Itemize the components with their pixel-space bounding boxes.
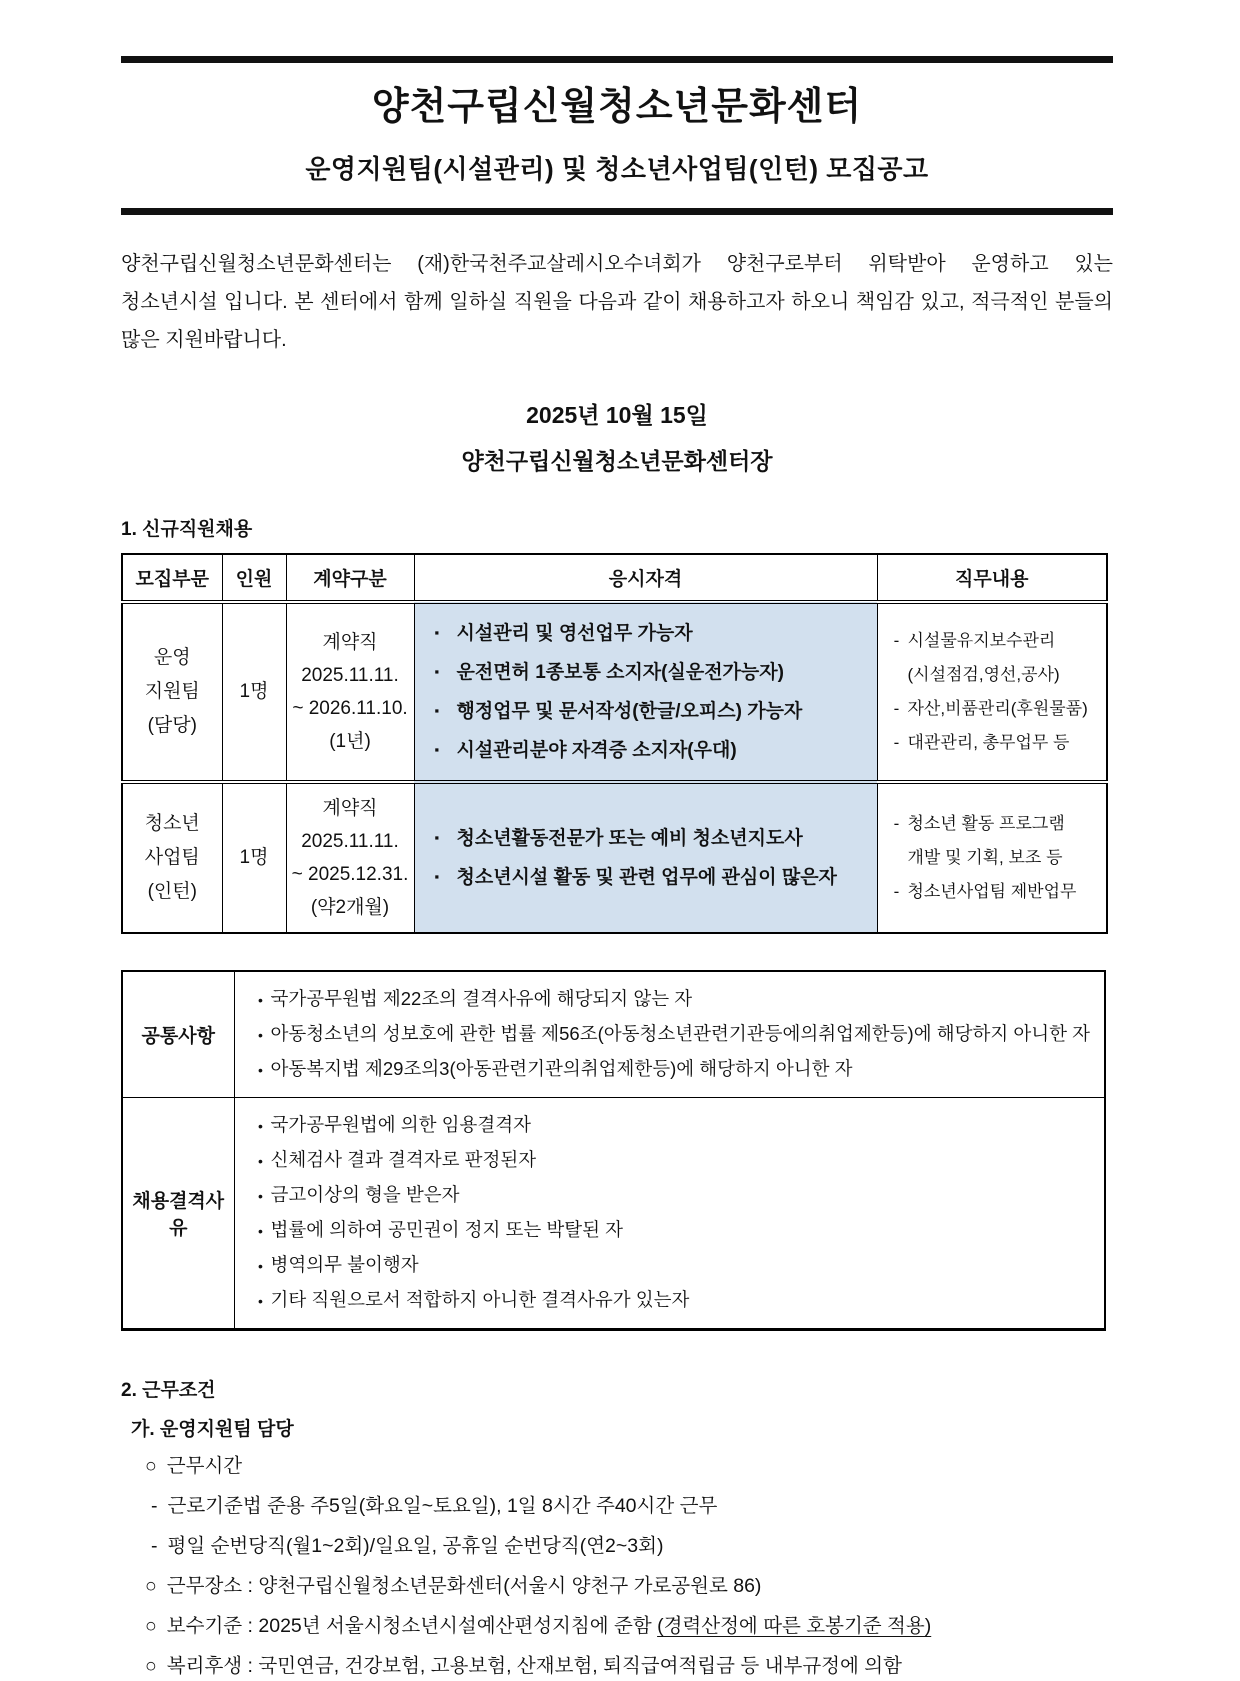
cell-count: 1명	[222, 782, 286, 933]
work-condition-item: - 평일 순번당직(월1~2회)/일요일, 공휴일 순번당직(연2~3회)	[121, 1532, 1113, 1561]
square-bullet-icon: ▪	[434, 702, 440, 718]
part-line: 지원팀	[144, 680, 200, 702]
contract-line: 2025.11.11.	[301, 830, 399, 852]
circle-marker-icon: ○	[145, 1454, 157, 1477]
duty-item: (시설점검,영선,공사)	[907, 664, 1060, 684]
rule-item: • 금고이상의 형을 받은자	[251, 1178, 1095, 1213]
contract-line: ~ 2025.12.31.	[291, 863, 409, 885]
date-block	[121, 397, 1113, 476]
rule-item: • 국가공무원법 제22조의 결격사유에 해당되지 않는 자	[251, 982, 1095, 1017]
part-line: 사업팀	[144, 846, 200, 868]
rule-label: 공통사항	[122, 971, 234, 1098]
document-title: 양천구립신월청소년문화센터	[371, 86, 863, 128]
cell-qualifications	[414, 602, 877, 782]
rule-item: • 아동복지법 제29조의3(아동관련기관의취업제한등)에 해당하지 아니한 자	[251, 1052, 1095, 1087]
rules-table	[121, 970, 1106, 1331]
contract-line: 2025.11.11.	[301, 664, 399, 686]
section1-heading: 1. 신규직원채용	[121, 518, 253, 540]
square-bullet-icon: ▪	[434, 868, 440, 884]
cell-qualifications	[414, 782, 877, 933]
table-row	[122, 971, 1105, 1098]
dash-marker-icon: -	[151, 1494, 158, 1517]
rule-item: • 병역의무 불이행자	[251, 1248, 1095, 1283]
signer-title: 양천구립신월청소년문화센터장	[461, 447, 773, 474]
rule-item: • 국가공무원법에 의한 임용결격자	[251, 1108, 1095, 1143]
contract-line: 계약직	[322, 631, 378, 653]
cell-duties	[877, 782, 1107, 933]
dot-bullet-icon: •	[258, 1257, 263, 1274]
rule-item: • 신체검사 결과 결격자로 판정된자	[251, 1143, 1095, 1178]
contract-line: 계약직	[322, 797, 378, 819]
col-header-part: 모집부문	[122, 554, 222, 602]
duty-item: - 시설물유지보수관리	[893, 630, 1056, 650]
recruit-table-header-row	[122, 554, 1107, 602]
table-row	[122, 782, 1107, 933]
dot-bullet-icon: •	[258, 1117, 263, 1134]
col-header-contract: 계약구분	[286, 554, 414, 602]
part-line: 청소년	[144, 812, 200, 834]
duty-item: 개발 및 기획, 보조 등	[907, 847, 1063, 867]
work-condition-item: ○ 근무장소 : 양천구립신월청소년문화센터(서울시 양천구 가로공원로 86)	[121, 1572, 1113, 1601]
square-bullet-icon: ▪	[434, 741, 440, 757]
rule-body	[234, 971, 1105, 1098]
cell-duties	[877, 602, 1107, 782]
qualification-item: ▪ 시설관리분야 자격증 소지자(우대)	[435, 731, 869, 770]
square-bullet-icon: ▪	[434, 663, 440, 679]
cell-part	[122, 782, 222, 933]
cell-count: 1명	[222, 602, 286, 782]
work-condition-item: ○ 근무시간	[121, 1452, 1113, 1481]
title-header-block	[121, 56, 1113, 215]
dot-bullet-icon: •	[258, 1026, 263, 1043]
duty-item: - 청소년 활동 프로그램	[893, 813, 1065, 833]
dot-bullet-icon: •	[258, 991, 263, 1008]
rule-item: • 법률에 의하여 공민권이 정지 또는 박탈된 자	[251, 1213, 1095, 1248]
work-condition-item: - 근로기준법 준용 주5일(화요일~토요일), 1일 8시간 주40시간 근무	[121, 1492, 1113, 1521]
duty-item: - 대관관리, 총무업무 등	[893, 732, 1070, 752]
square-bullet-icon: ▪	[434, 829, 440, 845]
cell-part	[122, 602, 222, 782]
document-subtitle: 운영지원팀(시설관리) 및 청소년사업팀(인턴) 모집공고	[305, 153, 929, 184]
intro-paragraph: 양천구립신월청소년문화센터는 (재)한국천주교살레시오수녀회가 양천구로부터 위탁받아 운영하고 있는 청소년시설 입니다. 본 센터에서 함께 일하실 직원을 다음과 같이 채용하고자 하오니 책임감 있고, 적극적인 분들의 많은 지원바랍니다.	[121, 252, 1113, 351]
circle-marker-icon: ○	[145, 1614, 157, 1637]
circle-marker-icon: ○	[145, 1654, 157, 1677]
circle-marker-icon: ○	[145, 1574, 157, 1597]
qualification-item: ▪ 청소년활동전문가 또는 예비 청소년지도사	[435, 819, 869, 858]
dash-marker-icon: -	[151, 1534, 158, 1557]
rule-body	[234, 1097, 1105, 1329]
qualification-item: ▪ 운전면허 1종보통 소지자(실운전가능자)	[435, 653, 869, 692]
dot-bullet-icon: •	[258, 1061, 263, 1078]
contract-line: ~ 2026.11.10.	[292, 697, 408, 719]
dot-bullet-icon: •	[258, 1222, 263, 1239]
announcement-date: 2025년 10월 15일	[526, 401, 708, 428]
table-row	[122, 1097, 1105, 1329]
qualification-item: ▪ 청소년시설 활동 및 관련 업무에 관심이 많은자	[435, 858, 869, 897]
cell-contract	[286, 602, 414, 782]
square-bullet-icon: ▪	[434, 624, 440, 640]
section2	[121, 1375, 1113, 1681]
part-line: (담당)	[147, 714, 197, 736]
dot-bullet-icon: •	[258, 1152, 263, 1169]
col-header-qualification: 응시자격	[414, 554, 877, 602]
cell-contract	[286, 782, 414, 933]
col-header-duty: 직무내용	[877, 554, 1107, 602]
part-line: 운영	[153, 646, 191, 668]
section2-subheading: 가. 운영지원팀 담당	[131, 1418, 294, 1440]
rule-label: 채용결격사유	[122, 1097, 234, 1329]
duty-item: - 자산,비품관리(후원물품)	[893, 698, 1088, 718]
rule-item: • 기타 직원으로서 적합하지 아니한 결격사유가 있는자	[251, 1283, 1095, 1318]
table-row	[122, 602, 1107, 782]
col-header-count: 인원	[222, 554, 286, 602]
underlined-note: (경력산정에 따른 호봉기준 적용)	[657, 1614, 932, 1637]
dot-bullet-icon: •	[258, 1187, 263, 1204]
dot-bullet-icon: •	[258, 1292, 263, 1309]
rule-item: • 아동청소년의 성보호에 관한 법률 제56조(아동청소년관련기관등에의취업제한등)에 해당하지 아니한 자	[251, 1017, 1095, 1052]
duty-item: - 청소년사업팀 제반업무	[893, 881, 1077, 901]
work-condition-item: ○ 복리후생 : 국민연금, 건강보험, 고용보험, 산재보험, 퇴직급여적립금 등 내부규정에 의함	[121, 1652, 1113, 1681]
qualification-item: ▪ 시설관리 및 영선업무 가능자	[435, 614, 869, 653]
contract-line: (1년)	[329, 730, 371, 752]
section2-heading: 2. 근무조건	[121, 1379, 216, 1401]
work-condition-item: ○ 보수기준 : 2025년 서울시청소년시설예산편성지침에 준함 (경력산정에 따른 호봉기준 적용)	[121, 1612, 1113, 1641]
contract-line: (약2개월)	[310, 896, 390, 918]
recruit-table	[121, 553, 1108, 934]
part-line: (인턴)	[147, 880, 197, 902]
qualification-item: ▪ 행정업무 및 문서작성(한글/오피스) 가능자	[435, 692, 869, 731]
